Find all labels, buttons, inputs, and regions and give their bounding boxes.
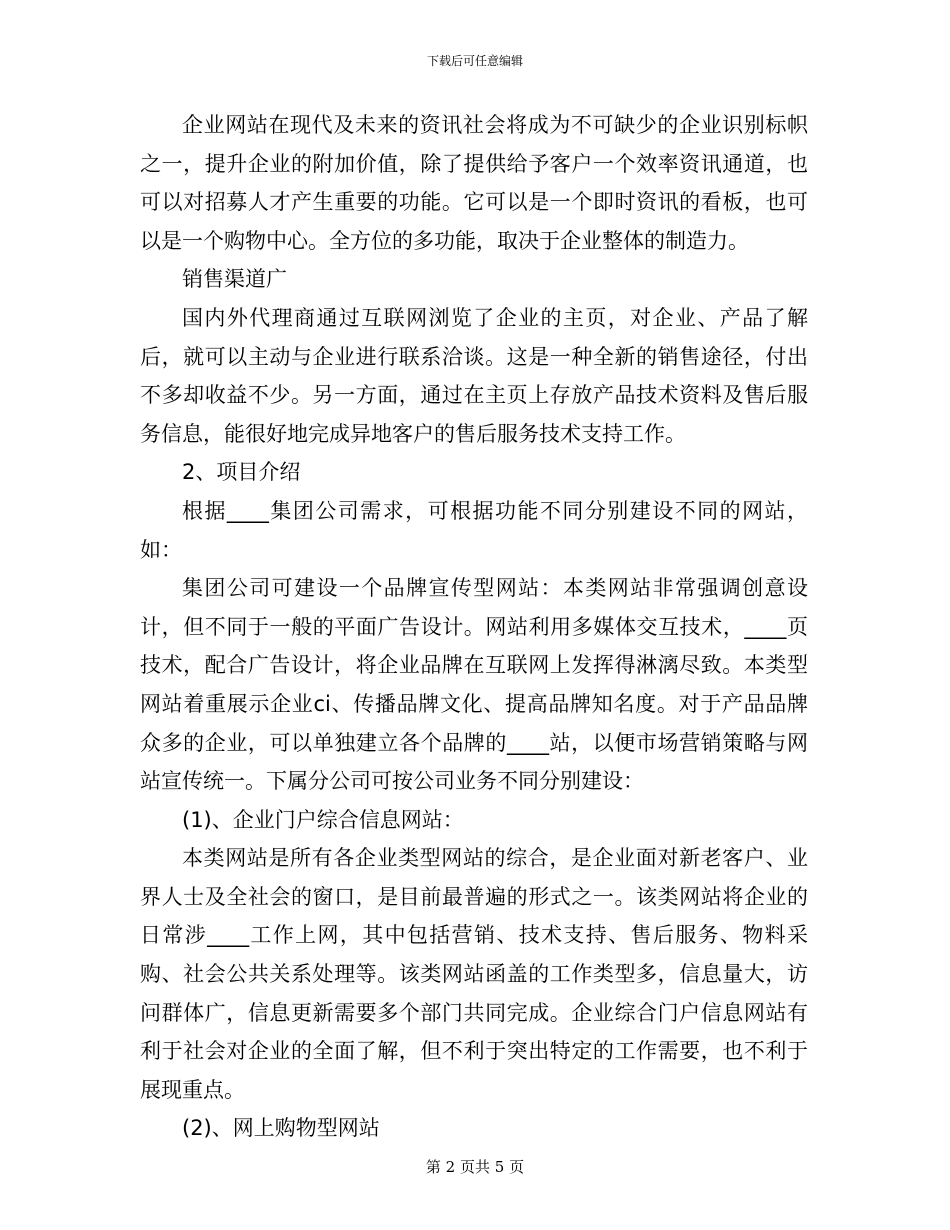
document-body bbox=[140, 106, 808, 1148]
section-heading-project-intro: 2、项目介绍 bbox=[182, 460, 301, 485]
paragraph-sales-channel-heading: 销售渠道广 bbox=[182, 267, 287, 292]
paragraph-portal-website: 本类网站是所有各企业类型网站的综合，是企业面对新老客户、业界人士及全社会的窗口，是目前最普遍的形式之一。该类网站将企业的日常涉____工作上网，其中包括营销、技术支持、售后服务、物料采购、社会公共关系处理等。该类网站函盖的工作类型多，信息量大，访问群体广，信息更新需要多个部门共同完成。企业综合门户信息网站有利于社会对企业的全面了解，但不利于突出特定的工作需要，也不利于展现重点。 bbox=[140, 846, 808, 1102]
paragraph-project-requirements: 根据____集团公司需求，可根据功能不同分别建设不同的网站，如： bbox=[140, 498, 808, 562]
paragraph-intro: 企业网站在现代及未来的资讯社会将成为不可缺少的企业识别标帜之一，提升企业的附加价值，除了提供给予客户一个效率资讯通道，也可以对招募人才产生重要的功能。它可以是一个即时资讯的看板，也可以是一个购物中心。全方位的多功能，取决于企业整体的制造力。 bbox=[140, 113, 808, 253]
page-footer: 第 2 页共 5 页 bbox=[425, 1158, 525, 1176]
paragraph-sales-channel: 国内外代理商通过互联网浏览了企业的主页，对企业、产品了解后，就可以主动与企业进行联系洽谈。这是一种全新的销售途径，付出不多却收益不少。另一方面，通过在主页上存放产品技术资料及售后服务信息，能很好地完成异地客户的售后服务技术支持工作。 bbox=[140, 305, 808, 446]
page-header: 下载后可任意编辑 bbox=[426, 54, 523, 68]
paragraph-brand-website: 集团公司可建设一个品牌宣传型网站：本类网站非常强调创意设计，但不同于一般的平面广告设计。网站利用多媒体交互技术，____页技术，配合广告设计，将企业品牌在互联网上发挥得淋漓尽致。本类型网站着重展示企业ci、传播品牌文化、提高品牌知名度。对于产品品牌众多的企业，可以单独建立各个品牌的____站，以便市场营销策略与网站宣传统一。下属分公司可按公司业务不同分别建设： bbox=[140, 576, 808, 794]
subheading-portal-website: (1)、企业门户综合信息网站： bbox=[182, 807, 464, 832]
subheading-shopping-website: (2)、网上购物型网站 bbox=[182, 1116, 380, 1141]
